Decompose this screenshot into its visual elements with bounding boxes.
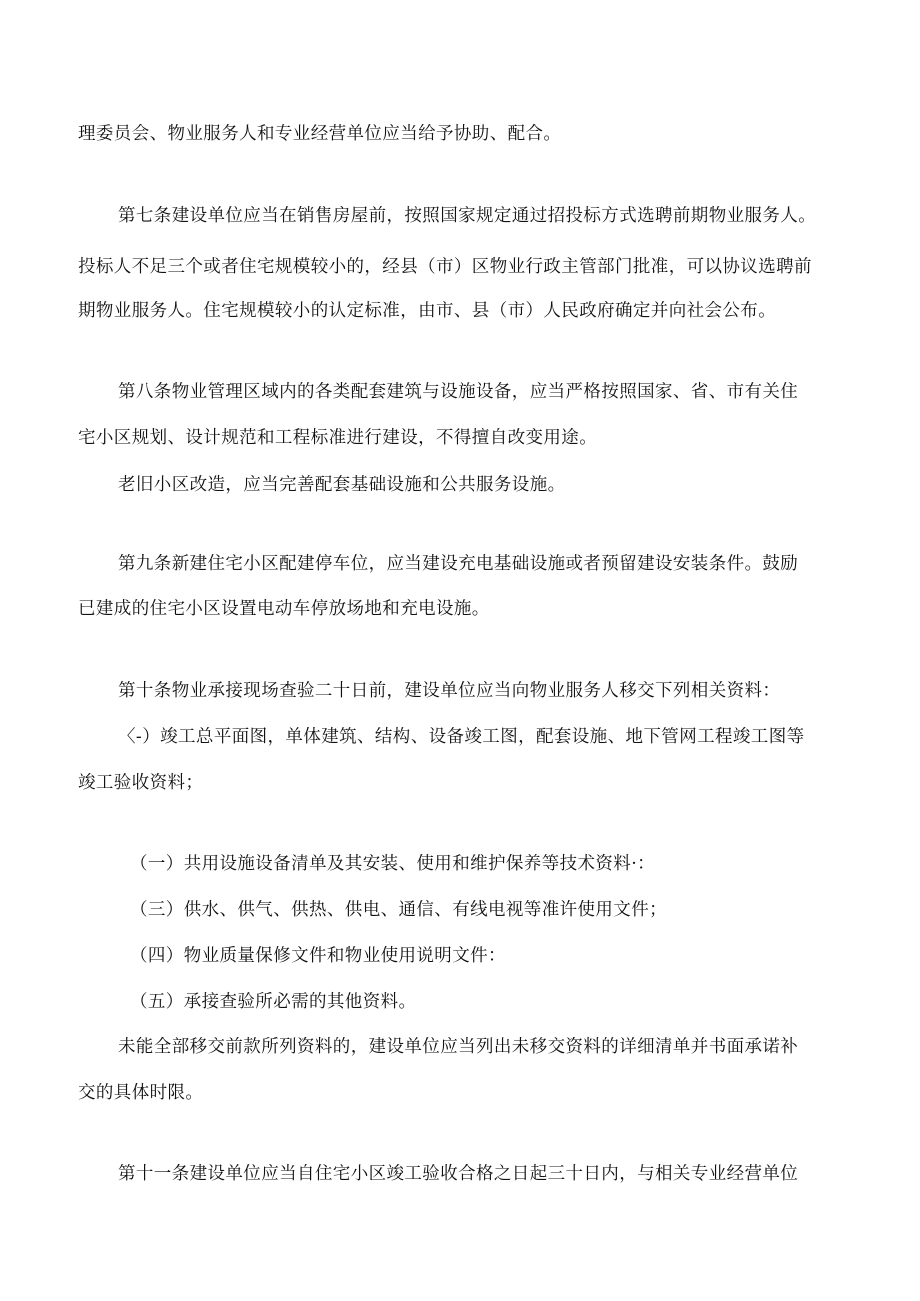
text-line: （四）物业质量保修文件和物业使用说明文件：: [130, 946, 506, 966]
text-line: 〈-）竣工总平面图，单体建筑、结构、设备竣工图，配套设施、地下管网工程竣工图等: [118, 727, 805, 747]
text-line: 第九条新建住宅小区配建停车位，应当建设充电基础设施或者预留建设安装条件。鼓励: [118, 554, 799, 574]
text-line: （五）承接查验所必需的其他资料。: [130, 992, 417, 1012]
text-line: 第十一条建设单位应当自住宅小区竣工验收合格之日起三十日内，与相关专业经营单位: [118, 1164, 799, 1184]
text-line: 投标人不足三个或者住宅规模较小的，经县（市）区物业行政主管部门批准，可以协议选聘前: [78, 257, 812, 277]
text-line: 第十条物业承接现场查验二十日前，建设单位应当向物业服务人移交下列相关资料：: [118, 681, 781, 701]
text-line: 老旧小区改造，应当完善配套基础设施和公共服务设施。: [118, 475, 566, 495]
text-line: 未能全部移交前款所列资料的，建设单位应当列出未移交资料的详细清单并书面承诺补: [118, 1037, 799, 1057]
text-line: 第八条物业管理区域内的各类配套建筑与设施设备，应当严格按照国家、省、市有关住: [118, 382, 799, 402]
text-line: 期物业服务人。住宅规模较小的认定标准，由市、县（市）人民政府确定并向社会公布。: [78, 301, 777, 321]
text-line: 理委员会、物业服务人和专业经营单位应当给予协助、配合。: [78, 124, 562, 144]
text-line: 已建成的住宅小区设置电动车停放场地和充电设施。: [78, 599, 490, 619]
text-line: （一）共用设施设备清单及其安装、使用和维护保养等技术资料·：: [130, 854, 656, 874]
text-line: 交的具体时限。: [78, 1083, 204, 1103]
text-line: （三）供水、供气、供热、供电、通信、有线电视等准许使用文件；: [130, 900, 667, 920]
text-line: 第七条建设单位应当在销售房屋前，按照国家规定通过招投标方式选聘前期物业服务人。: [118, 206, 817, 226]
text-line: 竣工验收资料；: [78, 773, 204, 793]
text-line: 宅小区规划、设计规范和工程标准进行建设，不得擅自改变用途。: [78, 428, 598, 448]
